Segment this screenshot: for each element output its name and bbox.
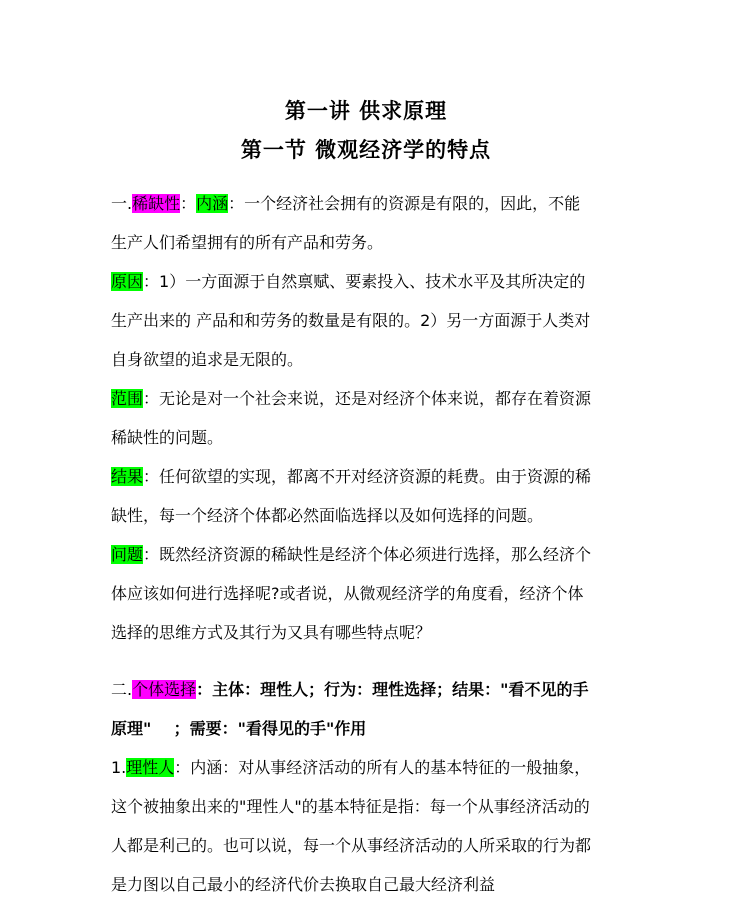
rational-line-1 — [111, 755, 590, 781]
result-label: 结果 — [111, 467, 144, 486]
scope-line-2: 稀缺性的问题。 — [111, 428, 224, 447]
question-line-2: 体应该如何进行选择呢?或者说，从微观经济学的角度看，经济个体 — [111, 584, 584, 603]
choice-line-2: 原理" ；需要："看得见的手"作用 — [111, 719, 367, 738]
section-title: 第一节 微观经济学的特点 — [240, 138, 492, 162]
scarcity-line-2: 生产人们希望拥有的所有产品和劳务。 — [111, 233, 384, 252]
scarcity-text: ：一个经济社会拥有的资源是有限的，因此，不能 — [228, 194, 581, 213]
question-text: ：既然经济资源的稀缺性是经济个体必须进行选择，那么经济个 — [143, 545, 592, 564]
cause-line-1 — [111, 269, 585, 295]
item-number: 1. — [111, 758, 127, 777]
section-number: 一. — [111, 194, 133, 213]
result-line-1 — [111, 464, 591, 490]
scarcity-line-1 — [111, 191, 580, 217]
question-line-1 — [111, 542, 591, 568]
cause-line-3: 自身欲望的追求是无限的。 — [111, 350, 304, 369]
result-line-2: 缺性，每一个经济个体都必然面临选择以及如何选择的问题。 — [111, 506, 544, 525]
result-text: ：任何欲望的实现，都离不开对经济资源的耗费。由于资源的稀 — [143, 467, 592, 486]
cause-label: 原因 — [111, 272, 144, 291]
question-line-3: 选择的思维方式及其行为又具有哪些特点呢？ — [111, 623, 432, 642]
rational-line-2: 这个被抽象出来的"理性人"的基本特征是指：每一个从事经济活动的 — [111, 797, 590, 816]
scope-text: ：无论是对一个社会来说，还是对经济个体来说，都存在着资源 — [143, 389, 592, 408]
rational-line-3: 人都是利己的。也可以说，每一个从事经济活动的人所采取的行为都 — [111, 836, 592, 855]
scope-label: 范围 — [111, 389, 144, 408]
cause-text: ：1）一方面源于自然禀赋、要素投入、技术水平及其所决定的 — [143, 272, 586, 291]
cause-line-2: 生产出来的 产品和和劳务的数量是有限的。2）另一方面源于人类对 — [111, 311, 591, 330]
connotation-label: 内涵 — [196, 194, 229, 213]
section-number: 二. — [111, 680, 133, 699]
question-label: 问题 — [111, 545, 144, 564]
colon: ： — [180, 194, 197, 213]
choice-text: ：主体：理性人；行为：理性选择；结果："看不见的手 — [196, 680, 589, 699]
scope-line-1 — [111, 386, 591, 412]
individual-choice-term: 个体选择 — [132, 680, 197, 699]
rational-person-term: 理性人 — [126, 758, 175, 777]
rational-text: ：内涵：对从事经济活动的所有人的基本特征的一般抽象， — [174, 758, 591, 777]
choice-line-1 — [111, 677, 588, 703]
lecture-title: 第一讲 供求原理 — [284, 99, 448, 123]
scarcity-term: 稀缺性 — [132, 194, 181, 213]
rational-line-4: 是力图以自己最小的经济代价去换取自己最大经济利益 — [111, 875, 496, 894]
